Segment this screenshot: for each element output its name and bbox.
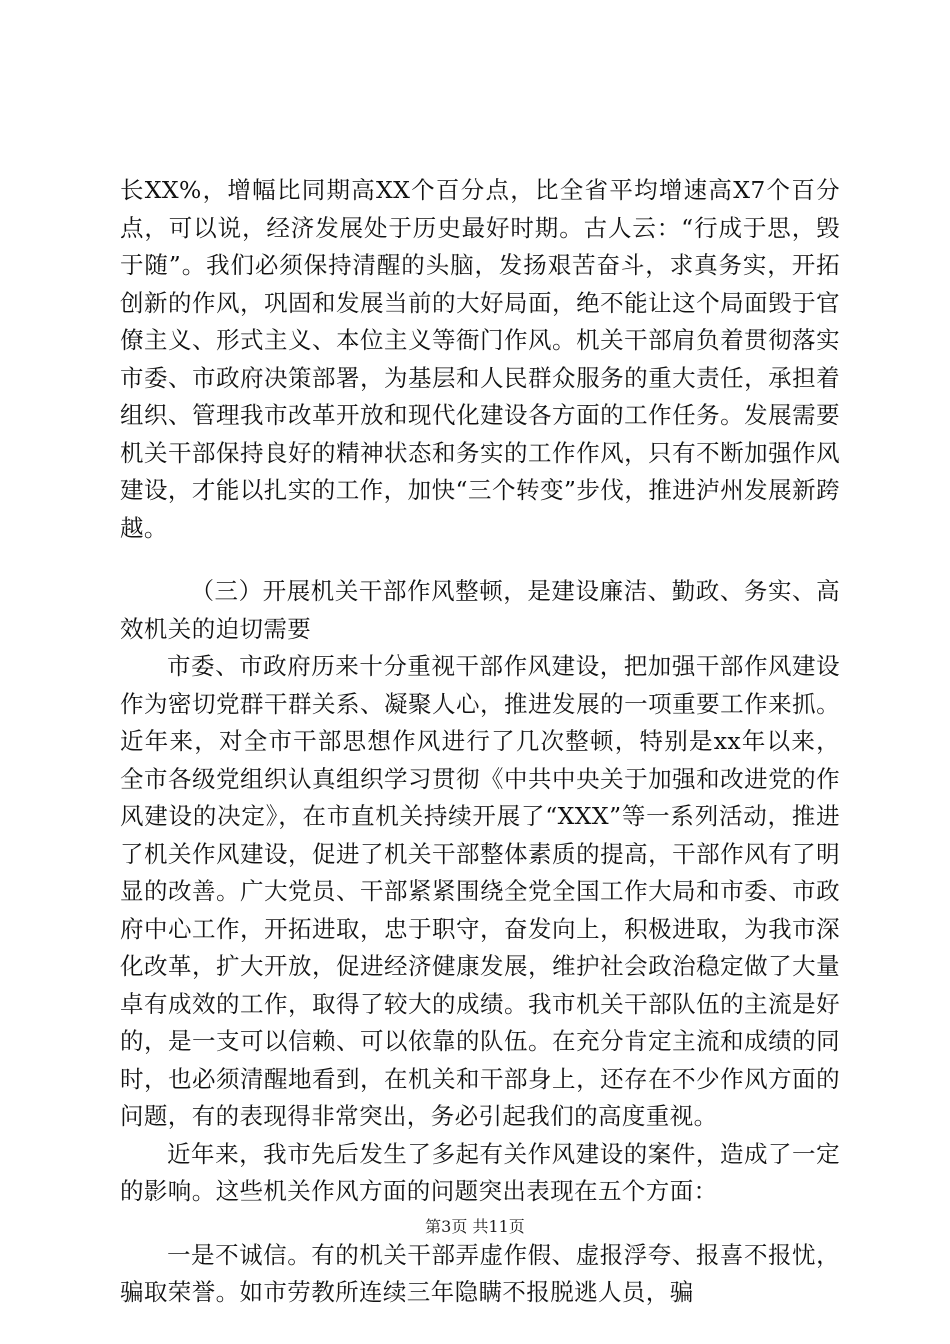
document-body xyxy=(120,172,840,1312)
paragraph-dishonesty: 一是不诚信。有的机关干部弄虚作假、虚报浮夸、报喜不报忧，骗取荣誉。如市劳教所连续三年隐瞒不报脱逃人员，骗 xyxy=(120,1240,840,1306)
paragraph-work-style-building: 市委、市政府历来十分重视干部作风建设，把加强干部作风建设作为密切党群干群关系、凝聚人心，推进发展的一项重要工作来抓。近年来，对全市干部思想作风进行了几次整顿，特别是xx年以来，全市各级党组织认真组织学习贯彻《中共中央关于加强和改进党的作风建设的决定》，在市直机关持续开展了“XXX”等一系列活动，推进了机关作风建设，促进了机关干部整体素质的提高，干部作风有了明显的改善。广大党员、干部紧紧围绕全党全国工作大局和市委、市政府中心工作，开拓进取，忠于职守，奋发向上，积极进取，为我市深化改革，扩大开放，促进经济健康发展，维护社会政治稳定做了大量卓有成效的工作，取得了较大的成绩。我市机关干部队伍的主流是好的，是一支可以信赖、可以依靠的队伍。在充分肯定主流和成绩的同时，也必须清醒地看到，在机关和干部身上，还存在不少作风方面的问题，有的表现得非常突出，务必引起我们的高度重视。 xyxy=(120,652,840,1130)
section-heading-three: （三）开展机关干部作风整顿，是建设廉洁、勤政、务实、高效机关的迫切需要 xyxy=(120,577,840,643)
paragraph-economic-development: 长XX%，增幅比同期高XX个百分点，比全省平均增速高X7个百分点，可以说，经济发展处于历史最好时期。古人云：“行成于思，毁于随”。我们必须保持清醒的头脑，发扬艰苦奋斗，求真务实，开拓创新的作风，巩固和发展当前的大好局面，绝不能让这个局面毁于官僚主义、形式主义、本位主义等衙门作风。机关干部肩负着贯彻落实市委、市政府决策部署，为基层和人民群众服务的重大责任，承担着组织、管理我市改革开放和现代化建设各方面的工作任务。发展需要机关干部保持良好的精神状态和务实的工作作风，只有不断加强作风建设，才能以扎实的工作，加快“三个转变”步伐，推进泸州发展新跨越。 xyxy=(120,176,840,542)
page-number-footer: 第3页 共11页 xyxy=(425,1217,525,1236)
paragraph-five-aspects: 近年来，我市先后发生了多起有关作风建设的案件，造成了一定的影响。这些机关作风方面的问题突出表现在五个方面： xyxy=(120,1139,840,1205)
